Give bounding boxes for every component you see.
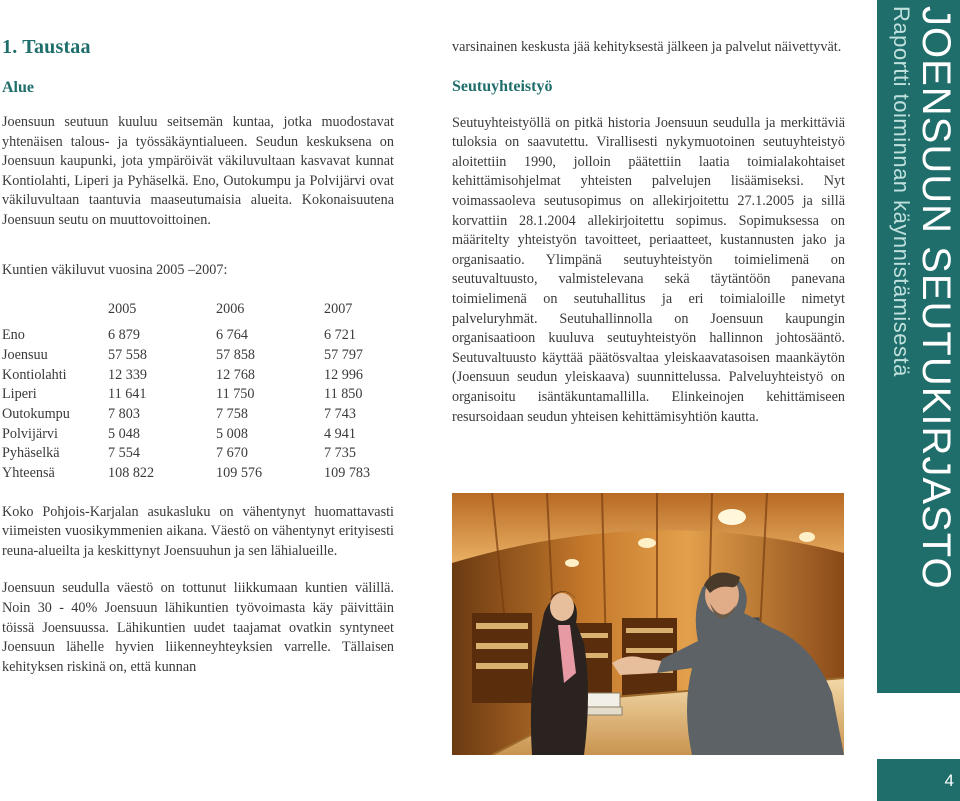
paragraph-population: Koko Pohjois-Karjalan asukasluku on vähentynyt huomattavasti viimeisten vuosikymmenien aikana. Väestö on vähentynyt erityisesti reuna-alueilta ja keskittynyt Joensuuhun ja sen lähialueille. [2,503,394,559]
municipality-name: Kontiolahti [2,366,67,383]
municipality-name: Outokumpu [2,405,70,422]
population-2007: 11 850 [324,386,363,403]
subheading-seutuyhteistyo: Seutuyhteistyö [452,77,553,95]
municipality-name: Polvijärvi [2,425,58,442]
sidebar-text [877,0,960,693]
sidebar-band [877,0,960,693]
population-table [2,301,394,485]
table-header-year: 2005 [108,301,137,318]
population-2007: 109 783 [324,464,371,481]
population-2005: 11 641 [108,386,147,403]
population-2005: 6 879 [108,327,140,344]
table-row [2,465,394,485]
table-row [2,327,394,347]
table-row [2,347,394,367]
subheading-alue: Alue [2,79,34,96]
municipality-name: Yhteensä [2,464,55,481]
population-2005: 7 803 [108,405,140,422]
table-header-empty [2,301,108,327]
population-2007: 7 743 [324,405,356,422]
table-header-row [2,301,394,327]
table-row [2,406,394,426]
municipality-name: Pyhäselkä [2,445,60,462]
population-2006: 57 858 [216,346,256,363]
population-2005: 108 822 [108,464,155,481]
right-column [452,38,845,427]
table-intro: Kuntien väkiluvut vuosina 2005 –2007: [2,261,228,278]
table-row [2,445,394,465]
paragraph-continued: varsinainen keskusta jää kehityksestä jälkeen ja palvelut näivettyvät. [452,39,842,55]
section-heading: 1. Taustaa [2,36,91,58]
population-2006: 12 768 [216,366,256,383]
population-2007: 57 797 [324,346,364,363]
municipality-name: Liperi [2,386,37,403]
publication-title: JOENSUUN SEUTUKIRJASTO [914,6,958,590]
population-2006: 7 758 [216,405,248,422]
population-2006: 109 576 [216,464,263,481]
page-number-box [877,759,960,801]
paragraph-area: Joensuun seutuun kuuluu seitsemän kuntaa, jotka muodostavat yhtenäisen talous- ja työssäkäyntialueen. Seudun keskuksena on Joensuun kaupunki, jota ympäröivät väkiluvultaan kasvavat kunnat Kontiolahti, Liperi ja Pyhäselkä. Eno, Outokumpu ja Polvijärvi ovat väkiluvultaan taantuvia maaseutumaisia alueita. Kokonaisuutena Joensuun seutu on muuttovoittoinen. [2,114,394,228]
population-2005: 5 048 [108,425,140,442]
table-row [2,386,394,406]
population-2005: 7 554 [108,445,140,462]
table-row [2,426,394,446]
table-header-year: 2007 [324,301,353,318]
municipality-name: Joensuu [2,346,48,363]
table-row [2,367,394,387]
table-body [2,327,394,485]
publication-subtitle: Raportti toiminnan käynnistämisestä [889,6,914,377]
library-photo-illustration [452,493,844,755]
municipality-name: Eno [2,327,25,344]
library-photo [452,493,844,755]
population-2006: 6 764 [216,327,248,344]
left-column [2,36,394,677]
table-header-year: 2006 [216,301,245,318]
population-2006: 7 670 [216,445,248,462]
population-2007: 4 941 [324,425,356,442]
population-2007: 12 996 [324,366,364,383]
paragraph-commuting: Joensuun seudulla väestö on tottunut liikkumaan kuntien välillä. Noin 30 - 40% Joensuun lähikuntien työvoimasta käy päivittäin töissä Joensuussa. Lähikuntien uudet taajamat ovatkin syntyneet Joensuun lähelle hyvien liikenneyhteyksien varrelle. Tällaisen kehityksen riskinä on, että kunnan [2,580,394,675]
population-2006: 11 750 [216,386,255,403]
paragraph-cooperation: Seutuyhteistyöllä on pitkä historia Joensuun seudulla ja merkittäviä tuloksia on saavutettu. Virallisesti nykymuotoinen seutuyhteistyö aloitettiin 1990, jolloin päätettiin laatia toimialakohtaiset kehittämisohjelmat yhteisten palvelujen lisäämiseksi. Nyt voimassaoleva seutusopimus on allekirjoitettu 27.1.2005 ja sillä korvattiin 28.1.2004 allekirjoitettu sopimus. Sopimuksessa on määritelty yhteistyön tavoitteet, periaatteet, kustannusten jako ja organisaatio. Ylimpänä seutuyhteistyön toimielimenä on seutuvaltuusto, valmistelevana sekä täytäntöön panevana toimielimenä on seutuhallitus ja eri toimialoille nimetyt palveluryhmät. Seutuhallinnolla on Joensuun kaupungin organisaatioon kuuluva seutuyhteistyön hallinnon johtosääntö. Seutuvaltuusto käyttää päätösvaltaa yleiskaavatasoisen maankäytön (Joensuun seudun yleiskaava) suunnittelussa. Palveluyhteistyö on organisoitu isäntäkuntamallilla. Elinkeinojen kehittämiseen resursoidaan seudun yhteisen kehittämisyhtiön kautta. [452,114,845,425]
population-2005: 57 558 [108,346,148,363]
population-2006: 5 008 [216,425,248,442]
population-2007: 7 735 [324,445,356,462]
population-2005: 12 339 [108,366,148,383]
page-number: 4 [944,771,954,790]
population-2007: 6 721 [324,327,356,344]
